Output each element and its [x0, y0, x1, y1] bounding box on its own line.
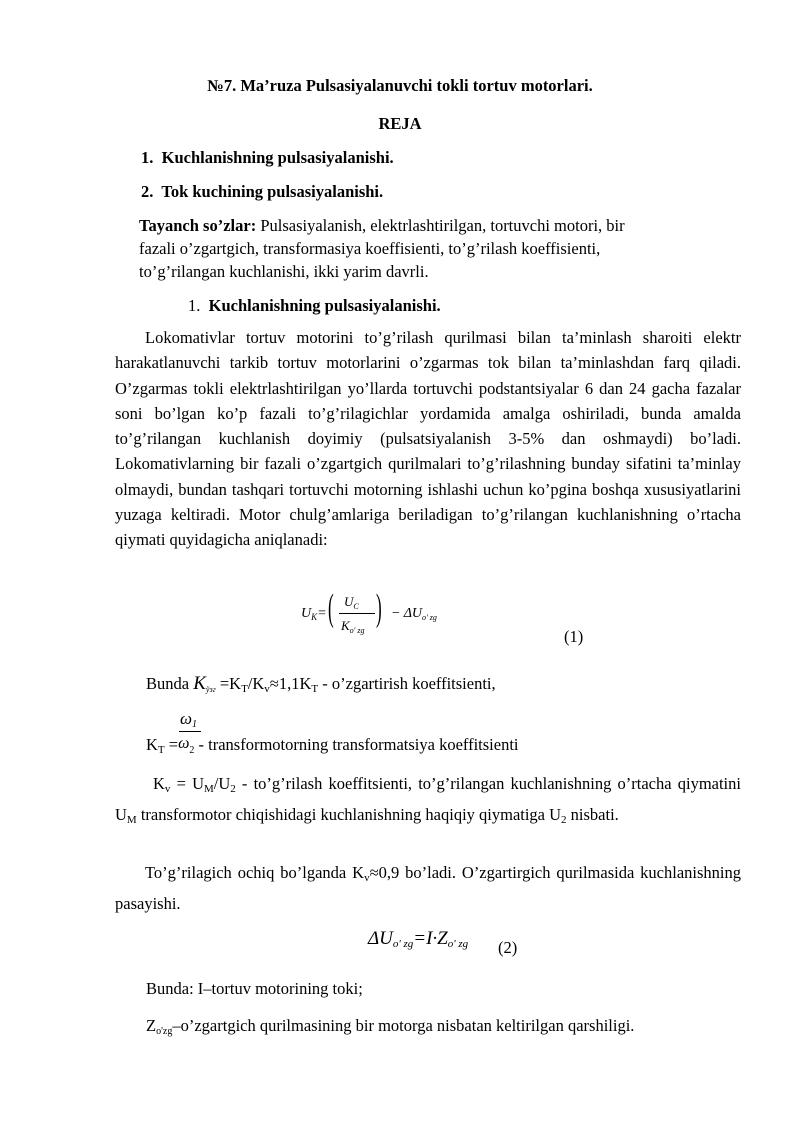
- keywords-line-1: [139, 216, 625, 236]
- reja-heading: REJA: [378, 114, 422, 133]
- keywords-line-2: fazali o’zgartgich, transformasiya koeffisienti, to’g’rilash koeffisienti,: [139, 239, 601, 258]
- plan-item-label: Tok kuchining pulsasiyalanishi.: [161, 182, 384, 201]
- definition-current: Bunda: I–tortuv motorining toki;: [146, 979, 363, 998]
- formula-lhs: $U_K=$: [301, 606, 327, 622]
- formula-number: (1): [564, 627, 584, 646]
- page-title: №7. Ma’ruza Pulsasiyalanuvchi tokli tortuv motorlari.: [207, 76, 593, 95]
- fraction-bar: [339, 613, 375, 614]
- plan-item-number: 1.: [141, 148, 154, 167]
- plan-item-2: [141, 182, 383, 202]
- keywords-text-1: Pulsasiyalanish, elektrlashtirilgan, tortuvchi motori, bir: [256, 216, 625, 235]
- definition-impedance: $Z_{o'zg}-o’zgartgich$ qurilmasining bir motorga nisbatan keltirilgan qarshiligi.: [146, 1016, 635, 1037]
- formula-2: $\Delta U_{o' zg}=I\cdot Z_{o' zg}$: [368, 928, 469, 950]
- omega-numerator: $\omega_1$: [180, 709, 198, 730]
- paren-right: ): [376, 587, 382, 629]
- formula-number: (2): [498, 938, 518, 957]
- section-heading: [188, 296, 441, 316]
- paren-left: (: [328, 587, 334, 629]
- keywords-line-3: to’g’rilangan kuchlanishi, ikki yarim davrli.: [139, 262, 429, 281]
- definition-k-line: Bunda $K_{ўзг} =K_T/K_v\approx 1,1K_T$ - o’zgartirish koeffitsienti,: [146, 673, 496, 695]
- fraction-bar: [179, 731, 201, 732]
- plan-item-number: 2.: [141, 182, 154, 201]
- paragraph-main: Lokomativlar tortuv motorini to’g’rilash qurilmasi bilan ta’minlash sharoiti elektr harakatlanuvchi tarkib tortuv motorlarini o’zgarmas tok bilan ta’minlashdan farq qiladi. O’zgarmas tokli elektrlashtirilgan yo’llarda tortuvchi podstantsiyalar 6 dan 24 gacha fazalar soni bo’lgan ko’p fazali to’g’rilagichlar yordamida amalga oshiriladi, bunda amalda to’g’rilangan kuchlanish doyimiy (pulsatsiyalanish 3-5% dan oshmaydi) bo’ladi. Lokomativlarning bir fazali o’zgartgich qurilmalari to’g’rilashning bunday sifatini ta’minlay olmaydi, bundan tashqari tortuvchi motorning ishlashi uchun ko’pgina boshqa xususiyatlarini yuzaga keltiradi. Motor chulg’amlariga beriladigan to’g’rilangan kuchlanishning o’rtacha qiymati quyidagicha aniqlanadi:: [115, 328, 741, 550]
- plan-item-1: [141, 148, 394, 168]
- paragraph-kv: $K_v = U_M/U_2$ - to’g’rilash koeffitsienti, to’g’rilangan kuchlanishning o’rtacha qiymatini $U_M$ transformotor chiqishidagi kuchlanishning haqiqiy qiymatiga $U_2$ nisbati.: [115, 774, 741, 827]
- kt-text: $K_T =\omega_2$ - transformotorning transformatsiya koeffitsienti: [146, 735, 519, 756]
- formula-minus-term: − $\Delta U_{o' zg}$: [391, 606, 437, 622]
- formula-denominator: $K_{o' zg}$: [341, 618, 365, 635]
- plan-item-label: Kuchlanishning pulsasiyalanishi.: [161, 148, 394, 167]
- section-number: 1.: [188, 296, 201, 315]
- formula-numerator: $U_C$: [344, 594, 359, 611]
- keywords-label: Tayanch so’zlar:: [139, 216, 257, 235]
- paragraph-rectifier: To’g’rilagich ochiq bo’lganda $K_v\approx 0,9$ bo’ladi. O’zgartirgich qurilmasida kuchlanishning pasayishi.: [115, 863, 741, 914]
- section-title: Kuchlanishning pulsasiyalanishi.: [208, 296, 441, 315]
